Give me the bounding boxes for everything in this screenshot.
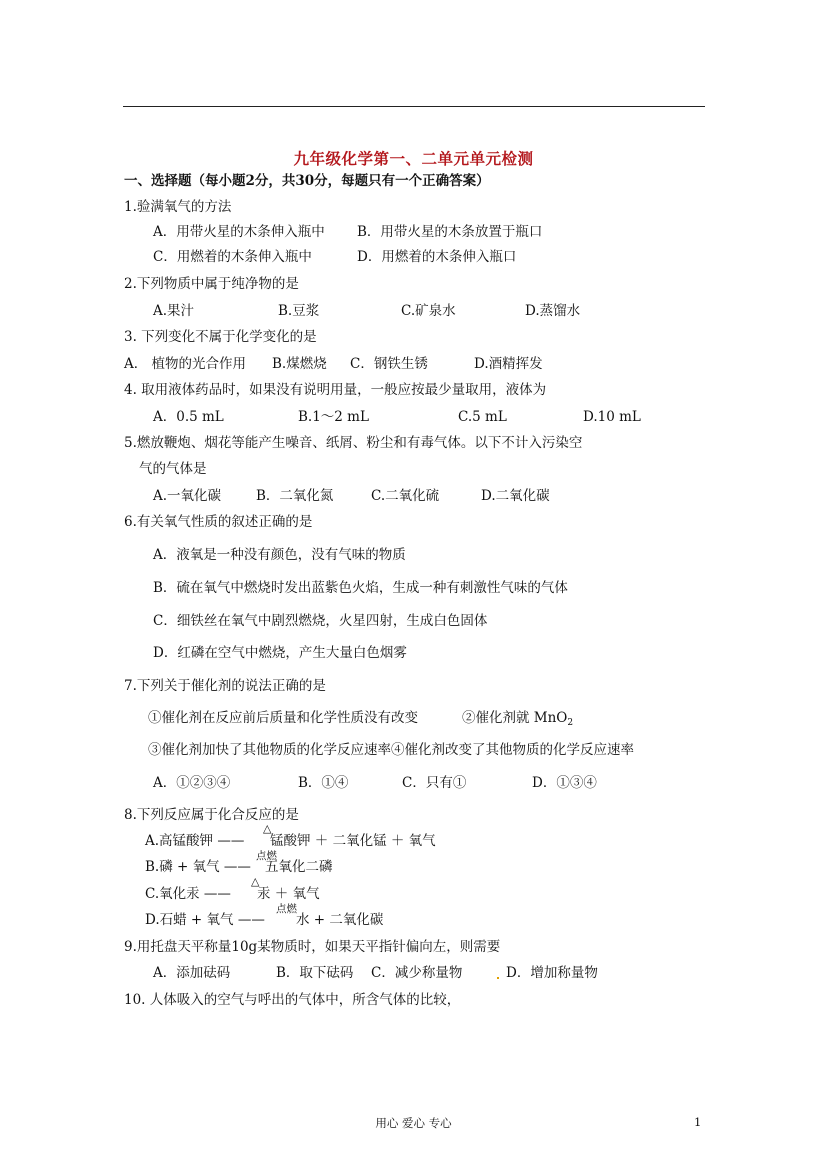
q7-statement-3-4: ③催化剂加快了其他物质的化学反应速率④催化剂改变了其他物质的化学反应速率 <box>148 742 634 758</box>
q6-option-a: A．液氧是一种没有颜色，没有气味的物质 <box>153 547 406 563</box>
q5-option-b: B．二氧化氮 <box>256 488 334 504</box>
q4-option-d: D.10 mL <box>583 409 641 425</box>
q7-statement-2-subscript: 2 <box>567 718 574 728</box>
q1-stem: 1.验满氧气的方法 <box>124 199 232 215</box>
q9-option-d: D．增加称量物 <box>506 965 598 981</box>
q3-option-d: D.酒精挥发 <box>474 356 543 372</box>
q4-option-c: C.5 mL <box>458 409 507 425</box>
q8-option-d-reactants: D.石蜡 + 氧气 —— <box>145 912 265 928</box>
q1-option-a: A．用带火星的木条伸入瓶中 <box>153 224 325 240</box>
q3-stem: 3. 下列变化不属于化学变化的是 <box>124 329 317 345</box>
q1-option-b: B．用带火星的木条放置于瓶口 <box>357 224 543 240</box>
q8-option-b-products: 五氧化二磷 <box>265 859 333 875</box>
q1-option-d: D．用燃着的木条伸入瓶口 <box>357 249 517 265</box>
q2-option-a: A.果汁 <box>153 303 195 319</box>
q5-option-a: A.一氧化碳 <box>153 488 222 504</box>
section-heading: 一、选择题（每小题2分，共30分，每题只有一个正确答案） <box>124 173 490 189</box>
q6-option-d: D．红磷在空气中燃烧，产生大量白色烟雾 <box>153 645 407 661</box>
q9-stem: 9.用托盘天平称量10g某物质时，如果天平指针偏向左，则需要 <box>124 939 501 955</box>
q8-option-d-products: 水 + 二氧化碳 <box>296 912 384 928</box>
q8-option-c-products: 汞 ＋ 氧气 <box>257 886 320 902</box>
q8-option-b-condition: 点燃 <box>256 850 277 862</box>
q7-option-b: B．①④ <box>298 775 349 791</box>
q8-option-a-condition: △ <box>263 822 272 835</box>
q4-stem: 4. 取用液体药品时，如果没有说明用量，一般应按最少量取用，液体为 <box>124 382 547 398</box>
q3-option-a: A． 植物的光合作用 <box>124 356 247 372</box>
q2-option-d: D.蒸馏水 <box>525 303 581 319</box>
q9-option-c: C．减少称量物 <box>371 965 463 981</box>
q3-option-c: C．钢铁生锈 <box>350 356 428 372</box>
q8-option-d-condition: 点燃 <box>276 903 297 915</box>
q10-stem: 10. 人体吸入的空气与呼出的气体中，所含气体的比较， <box>124 992 461 1008</box>
q4-option-b: B.1～2 mL <box>298 409 369 425</box>
q2-option-c: C.矿泉水 <box>401 303 456 319</box>
q9-option-b: B．取下砝码 <box>276 965 354 981</box>
q8-option-c-condition: △ <box>251 875 260 888</box>
q2-stem: 2.下列物质中属于纯净物的是 <box>124 276 299 292</box>
q2-option-b: B.豆浆 <box>278 303 320 319</box>
q7-option-a: A．①②③④ <box>153 775 231 791</box>
q7-stem: 7.下列关于催化剂的说法正确的是 <box>124 678 326 694</box>
q5-option-c: C.二氧化硫 <box>371 488 440 504</box>
q1-option-c: C．用燃着的木条伸入瓶中 <box>153 249 312 265</box>
header-rule <box>123 106 705 107</box>
q7-option-c: C．只有① <box>402 775 467 791</box>
q5-stem-line1: 5.燃放鞭炮、烟花等能产生噪音、纸屑、粉尘和有毒气体。以下不计入污染空 <box>124 435 583 451</box>
q7-statement-2-text: ②催化剂就 MnO <box>462 710 568 726</box>
q8-stem: 8.下列反应属于化合反应的是 <box>124 807 299 823</box>
q7-statement-1: ①催化剂在反应前后质量和化学性质没有改变 <box>148 710 418 726</box>
q7-option-d: D．①③④ <box>532 775 597 791</box>
q9-option-a: A．添加砝码 <box>153 965 231 981</box>
q8-option-a-reactants: A.高锰酸钾 —— <box>145 833 245 849</box>
q6-option-c: C．细铁丝在氧气中剧烈燃烧，火星四射，生成白色固体 <box>153 613 488 629</box>
q8-option-c-reactants: C.氧化汞 —— <box>145 886 231 902</box>
q6-stem: 6.有关氧气性质的叙述正确的是 <box>124 514 313 530</box>
q5-option-d: D.二氧化碳 <box>481 488 550 504</box>
q4-option-a: A．0.5 mL <box>153 409 224 425</box>
q7-statement-2 <box>462 709 573 732</box>
q6-option-b: B．硫在氧气中燃烧时发出蓝紫色火焰，生成一种有刺激性气味的气体 <box>153 580 568 596</box>
q8-option-b-reactants: B.磷 + 氧气 —— <box>145 859 251 875</box>
page-footer: 用心 爱心 专心 <box>375 1116 452 1130</box>
q5-stem-line2: 气的气体是 <box>139 461 207 477</box>
page-number: 1 <box>694 1115 702 1129</box>
stray-mark <box>497 977 499 979</box>
q8-option-a-products: 锰酸钾 ＋ 二氧化锰 ＋ 氧气 <box>270 833 436 849</box>
page-title: 九年级化学第一、二单元单元检测 <box>293 149 534 168</box>
q3-option-b: B.煤燃烧 <box>272 356 327 372</box>
